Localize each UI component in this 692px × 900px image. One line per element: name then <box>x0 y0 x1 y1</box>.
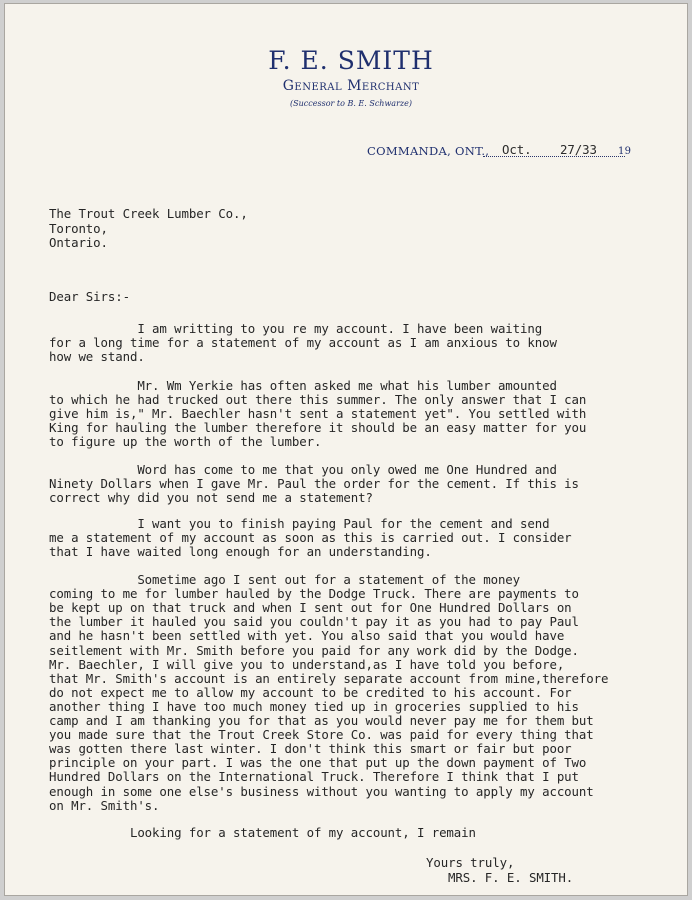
recipient-line: Ontario. <box>49 235 108 250</box>
letter-paper <box>4 3 688 896</box>
paragraph-line: give him is," Mr. Baechler hasn't sent a statement yet". You settled with <box>49 406 587 422</box>
recipient-line: Toronto, <box>49 220 108 236</box>
salutation: Dear Sirs:- <box>49 289 130 304</box>
paragraph-line: I am writting to you re my account. I have been waiting <box>49 321 543 336</box>
paragraph-line: Hundred Dollars on the International Truck. Therefore I think that I put <box>49 769 579 785</box>
letterhead-place: COMMANDA, ONT., <box>367 144 490 158</box>
paragraph-line: do not expect me to allow my account to be credited to his account. For <box>49 684 572 700</box>
sign-off: Yours truly, <box>426 855 515 870</box>
paragraph-line: that I have waited long enough for an understanding. <box>49 544 432 560</box>
paragraph-line: be kept up on that truck and when I sent out for One Hundred Dollars on <box>49 600 572 616</box>
date-day: 27/33 <box>560 142 597 157</box>
letterhead-successor: (Successor to B. E. Schwarze) <box>290 99 412 108</box>
paragraph-line: to which he had trucked out there this summer. The only answer that I can <box>49 392 587 408</box>
paragraph-line: to figure up the worth of the lumber. <box>49 434 322 450</box>
paragraph-line: Mr. Wm Yerkie has often asked me what his lumber amounted <box>49 378 557 393</box>
paragraph-line: Sometime ago I sent out for a statement of the money <box>49 572 521 587</box>
date-year-prefix: 19 <box>618 146 632 157</box>
paragraph-line: camp and I am thanking you for that as you would never pay me for them but <box>49 713 594 728</box>
paragraph-line: coming to me for lumber hauled by the Dodge Truck. There are payments to <box>49 586 579 602</box>
letterhead-trade: General Merchant <box>282 78 420 94</box>
recipient-line: The Trout Creek Lumber Co., <box>49 206 248 221</box>
paragraph-line: King for hauling the lumber therefore it should be an easy matter for you <box>49 420 587 436</box>
paragraph-line: enough in some one else's business without you wanting to apply my account <box>49 783 594 799</box>
paragraph-line: was gotten there last winter. I don't think this smart or fair but poor <box>49 741 572 757</box>
paragraph-line: Word has come to me that you only owed me One Hundred and <box>49 462 557 477</box>
paragraph-line: for a long time for a statement of my account as I am anxious to know <box>49 335 557 351</box>
paragraph-line: the lumber it hauled you said you couldn't pay it as you had to pay Paul <box>49 614 579 630</box>
paragraph-line: seitlement with Mr. Smith before you paid for any work did by the Dodge. <box>49 642 579 658</box>
paragraph-line: me a statement of my account as soon as this is carried out. I consider <box>49 530 572 546</box>
date-month: Oct. <box>502 142 532 157</box>
paragraph-line: how we stand. <box>49 349 145 365</box>
closing-line: Looking for a statement of my account, I remain <box>49 825 476 840</box>
paragraph-line: that Mr. Smith's account is an entirely separate account from mine,therefore <box>49 670 609 686</box>
paragraph-line: Mr. Baechler, I will give you to understand,as I have told you before, <box>49 656 565 672</box>
paragraph-line: I want you to finish paying Paul for the cement and send <box>49 516 550 531</box>
paragraph-line: on Mr. Smith's. <box>49 797 160 813</box>
letterhead-name: F. E. SMITH <box>268 46 434 75</box>
paragraph-line: another thing I have too much money tied up in groceries supplied to his <box>49 698 579 714</box>
paragraph-line: correct why did you not send me a statement? <box>49 490 373 506</box>
signature: MRS. F. E. SMITH. <box>448 870 574 885</box>
paragraph-line: and he hasn't been settled with yet. You also said that you would have <box>49 628 565 644</box>
paragraph-line: Ninety Dollars when I gave Mr. Paul the order for the cement. If this is <box>49 476 579 492</box>
paragraph-line: you made sure that the Trout Creek Store Co. was paid for every thing that <box>49 727 594 743</box>
paragraph-line: principle on your part. I was the one that put up the down payment of Two <box>49 755 587 771</box>
